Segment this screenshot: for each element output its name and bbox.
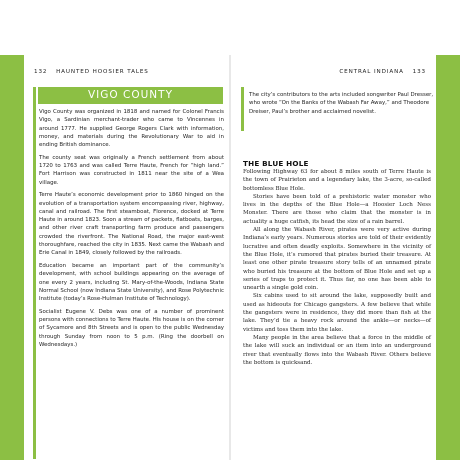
sidebar-paragraph: Socialist Eugene V. Debs was one of a number of prominent persons with connections to Terre Haute. His house is on the corner of Sycamore and 8th Streets and is open to the public Wednesday through Sunday from noon to 5 p.m. (Ring the doorbell on Wednesdays.) bbox=[39, 308, 224, 348]
right-page-number: 133 bbox=[412, 69, 426, 75]
right-edge-bar bbox=[436, 55, 460, 460]
right-running-head bbox=[236, 69, 426, 75]
right-page bbox=[231, 55, 436, 460]
body-paragraph: Six cabins used to sit around the lake, supposedly built and used as hideouts for Chicago gangsters. A few believe that while the gangsters were in residence, they did more than fish at the lake. They’d tie a heavy rock around the ankle—or necks—of victims and toss them into the lake. bbox=[243, 293, 431, 333]
sidebar-paragraph: Education became an important part of the community’s development, with school buildings appearing on the average of one every 2 years, including St. Mary-of-the-Woods, Indiana State Normal School (now Indiana State University), and Rose Polytechnic Institute (today’s Rose-Hulman Institute of Technology). bbox=[39, 263, 224, 303]
left-page bbox=[24, 55, 229, 460]
body-paragraph: Following Highway 63 for about 8 miles south of Terre Haute is the town of Prairieton and a legendary lake, the 3-acre, so-called bottomless Blue Hole. bbox=[243, 169, 431, 192]
sidebar-paragraph: Vigo County was organized in 1818 and named for Colonel Francis Vigo, a Sardinian merchant-trader who came to Vincennes in around 1777. He supplied George Rogers Clark with information, money, and materials during the Revolutionary War to aid in ending British dominance. bbox=[39, 109, 224, 148]
section-heading: THE BLUE HOLE bbox=[243, 159, 309, 168]
sidebar-title: VIGO COUNTY bbox=[38, 87, 223, 104]
vigo-county-sidebar bbox=[33, 87, 227, 459]
arts-callout bbox=[241, 87, 435, 131]
sidebar-paragraph: The county seat was originally a French settlement from about 1720 to 1763 and was called Terre Haute, French for “high land.” Fort Harrison was constructed in 1811 near the site of a Wea village. bbox=[39, 154, 224, 186]
body-paragraph: Many people in the area believe that a force in the middle of the lake will suck an individual or an item into an underground river that eventually flows into the Wabash River. Others believe the bottom is quicksand. bbox=[243, 334, 431, 366]
sidebar-paragraph: Terre Haute’s economic development prior to 1860 hinged on the evolution of a transportation system encompassing river, highway, canal and railroad. The first steamboat, Florence, docked at Terre Haute in around 1823. Soon a stream of packets, flatboats, barges, and other river craft transporting farm produce and passengers crowded the riverfront. The National Road, the major east-west thoroughfare, reached the city in 1835. Next came the Wabash and Erie Canal in 1849, closely followed by the railroads. bbox=[39, 192, 224, 257]
left-running-title: HAUNTED HOOSIER TALES bbox=[56, 69, 149, 75]
sidebar-body bbox=[36, 104, 227, 349]
left-edge-bar bbox=[0, 55, 24, 460]
left-page-number: 132 bbox=[34, 69, 48, 75]
body-paragraph: Stories have been told of a prehistoric water monster who lives in the depths of the Blue Hole—a Hoosier Loch Ness Monster. There are those who claim that the monster is in actuality a huge catfish, its head the size of a rain barrel. bbox=[243, 193, 431, 225]
body-paragraph: All along the Wabash River, pirates were very active during Indiana’s early years. Numerous stories are told of their evidently lucrative and often deadly exploits. Somewhere in the vicinity of the Blue Hole, it’s rumored that pirates buried their treasure. At least one other pirate treasure story tells of an unnamed pirate who buried his treasure at the bottom of Blue Hole and set up a series of traps to protect it. Thus far, no one has been able to unearth a single gold coin. bbox=[243, 227, 431, 292]
body-text bbox=[243, 168, 431, 367]
right-running-title: CENTRAL INDIANA bbox=[339, 69, 404, 75]
callout-text: The city’s contributors to the arts included songwriter Paul Dresser, who wrote “On the Banks of the Wabash Far Away,” and Theodore Dreiser, Paul’s brother and acclaimed novelist. bbox=[249, 92, 434, 115]
left-running-head bbox=[34, 69, 224, 75]
